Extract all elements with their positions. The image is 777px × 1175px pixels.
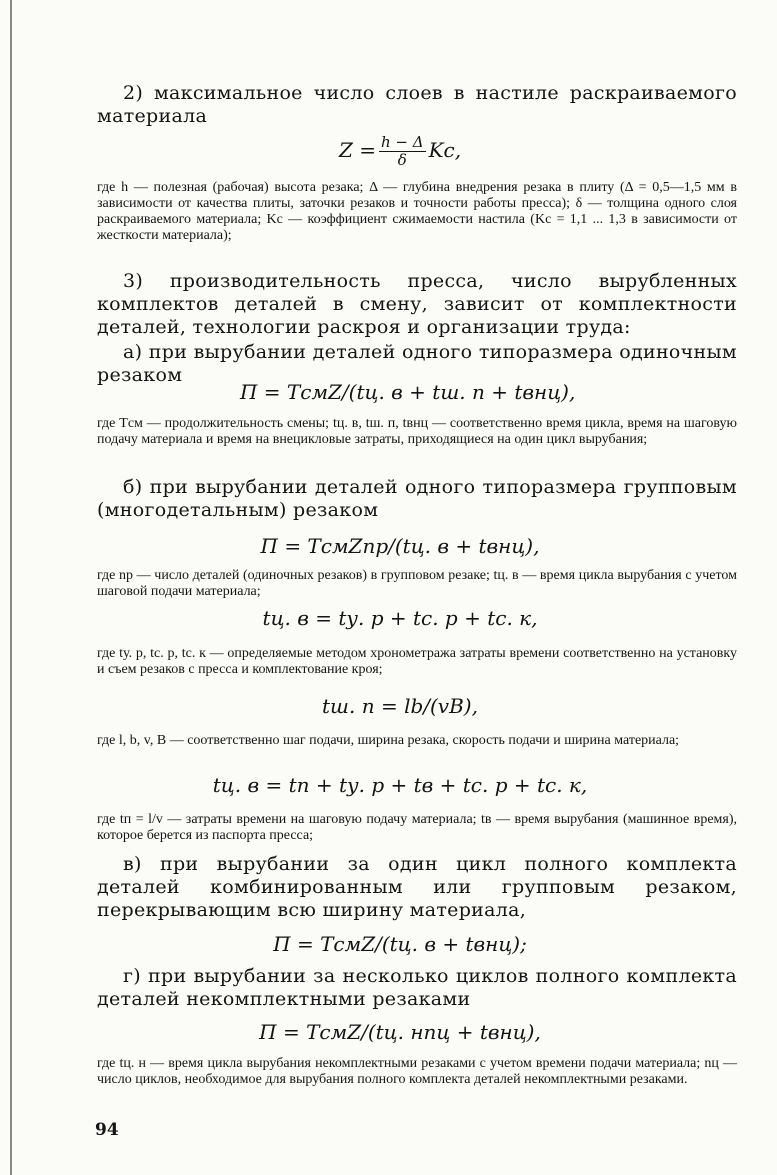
formula-g: П = TсмZ/(tц. нnц + tвнц),: [259, 1020, 541, 1044]
formula-z: Z = $\frac{h - \Delta}{\delta}$ Kс,: [338, 133, 462, 169]
formula-b: П = TсмZnр/(tц. в + tвнц),: [260, 534, 540, 558]
item-v-text: в) при вырубании за один цикл полного комплекта деталей комбинированным или групповым резаком, перекрывающим всю ширину материала,: [97, 853, 737, 921]
where-z-text: где h — полезная (рабочая) высота резака; Δ — глубина внедрения резака в плиту (Δ = 0,5—1,5 мм в зависимости от качества плиты, заточки резаков и точности работы пресса); δ — толщина одного слоя раскраиваемого материала; Kс — коэффициент сжимаемости настила (Kс = 1,1 ... 1,3 в зависимости от жесткости материала);: [97, 180, 737, 243]
formula-v: П = TсмZ/(tц. в + tвнц);: [273, 932, 527, 956]
item-a-text: а) при вырубании деталей одного типоразмера одиночным резаком: [97, 341, 737, 386]
item-g-text: г) при вырубании за несколько циклов полного комплекта деталей некомплектными резаками: [97, 965, 737, 1010]
formula-z-fraction: $\frac{h - \Delta}{\delta}$: [380, 133, 424, 169]
where-a-text: где Tсм — продолжительность смены; tц. в, tш. п, tвнц — соответственно время цикла, время на шаговую подачу материала и время на внецикловые затраты, приходящиеся на один цикл вырубания;: [97, 416, 737, 447]
formula-b2: tц. в = tу. р + tс. р + tс. к,: [262, 606, 538, 630]
item-3-text: 3) производительность пресса, число вырубленных комплектов деталей в смену, зависит от комплектности деталей, технологии раскроя и организации труда:: [97, 270, 737, 338]
scan-edge-line: [10, 0, 12, 1175]
where-b3-text: где l, b, v, B — соответственно шаг подачи, ширина резака, скорость подачи и ширина материала;: [97, 733, 680, 748]
formula-a: П = TсмZ/(tц. в + tш. п + tвнц),: [240, 380, 576, 404]
where-g-text: где tц. н — время цикла вырубания некомплектными резаками с учетом времени подачи материала; nц — число циклов, необходимое для вырубания полного комплекта деталей некомплектными резаками.: [97, 1056, 737, 1087]
item-2-text: 2) максимальное число слоев в настиле раскраиваемого материала: [97, 82, 737, 127]
where-b-text: где nр — число деталей (одиночных резаков) в групповом резаке; tц. в — время цикла вырубания с учетом шаговой подачи материала;: [97, 568, 737, 599]
item-b-text: б) при вырубании деталей одного типоразмера групповым (многодетальным) резаком: [97, 476, 737, 521]
where-b4-text: где tп = l/v — затраты времени на шаговую подачу материала; tв — время вырубания (машинное время), которое берется из паспорта пресса;: [97, 812, 737, 843]
where-b2-text: где tу. р, tс. р, tс. к — определяемые методом хронометража затраты времени соответственно на установку и съем резаков с пресса и комплектование кроя;: [97, 646, 737, 677]
formula-b4: tц. в = tп + tу. р + tв + tс. р + tс. к,: [212, 773, 588, 797]
formula-b3: tш. п = lb/(vB),: [322, 694, 478, 718]
page-number: 94: [95, 1120, 119, 1140]
